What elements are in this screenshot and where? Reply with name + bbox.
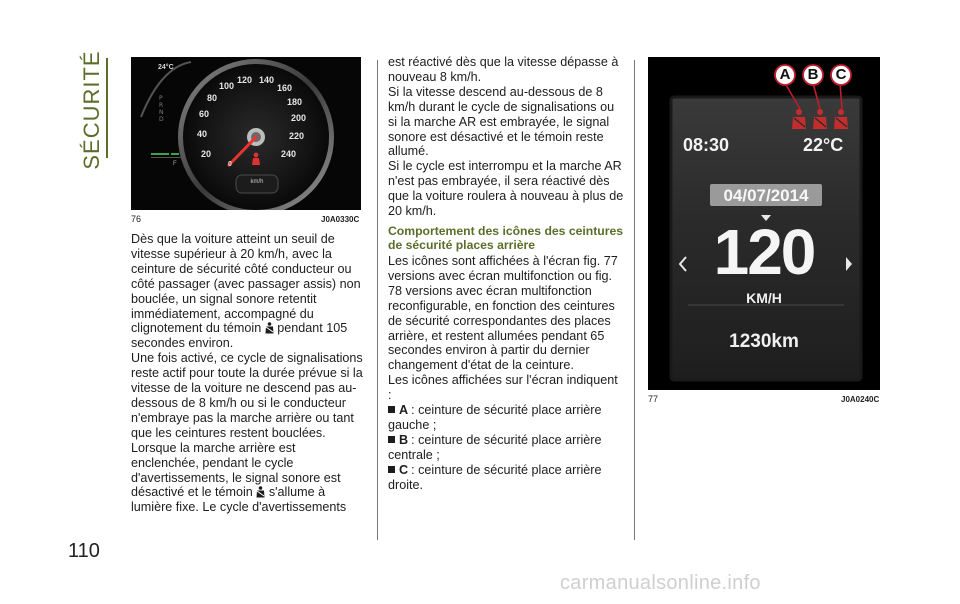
- gear-letter: N: [159, 109, 164, 116]
- speed-zero-mark: 0: [228, 161, 232, 168]
- tick-140: 140: [259, 75, 275, 85]
- section-heading: Comportement des icônes des ceintures de sécurité places arrière: [388, 223, 624, 252]
- page-number: 110: [68, 540, 100, 562]
- column-divider-2: [634, 60, 635, 540]
- list-item: B : ceinture de sécurité place arrière centrale ;: [388, 432, 602, 462]
- list-item: C : ceinture de sécurité place arrière droite.: [388, 462, 602, 492]
- figure-76-code: J0A0330C: [321, 215, 360, 224]
- square-bullet-icon: [388, 466, 395, 473]
- dashboard-temperature: 24°C: [158, 64, 174, 71]
- callout-label: A: [779, 66, 791, 83]
- gear-letter: R: [159, 102, 164, 109]
- tick-180: 180: [287, 97, 303, 107]
- left-paragraph-3: Lorsque la marche arrière est enclenchée, pendant le cycle d'avertissements, le signal sonore est désactivé et le témoin s'allume à lumière fixe. Le cycle d'avertissements: [131, 440, 347, 515]
- middle-paragraph-4: Les icônes sont affichées à l'écran fig. 77 versions avec écran multifonction ou fig. 78 versions avec écran multifonction reconfigurable, en fonction des ceintures de sécurité correspondantes des places arrière, et restent allumées pendant 65 secondes environ à partir du dernier changement d'état de la ceinture.: [388, 253, 618, 373]
- tick-160: 160: [277, 83, 293, 93]
- tick-240: 240: [281, 149, 297, 159]
- left-paragraph-2: Une fois activé, ce cycle de signalisations reste actif pour toute la durée prévue si la vitesse de la voiture ne descend pas au-dessous de 8 km/h ou si le conducteur n'embraye pas la marche arrière ou tant que les ceintures restent bouclées.: [131, 351, 363, 440]
- left-paragraph-1: Dès que la voiture atteint un seuil de vitesse supérieur à 20 km/h, avec la ceinture de sécurité côté conducteur ou côté passager (avec passager assis) non bouclée, un signal sonore retentit immédiatement, accompagné du clignotement du témoin pendant 105 secondes environ.: [131, 232, 361, 351]
- seatbelt-warning-icon: [265, 322, 274, 334]
- gear-letter: P: [159, 95, 163, 102]
- gear-letter: D: [159, 116, 164, 123]
- display-time: 08:30: [683, 135, 730, 155]
- watermark: carmanualsonline.info: [560, 572, 761, 594]
- callout-label: C: [835, 66, 847, 83]
- tick-40: 40: [197, 129, 208, 139]
- tick-60: 60: [199, 109, 210, 119]
- figure-77-display: [648, 57, 880, 390]
- list-item: A : ceinture de sécurité place arrière gauche ;: [388, 403, 602, 432]
- speed-unit-label: km/h: [250, 179, 264, 185]
- figure-77-number: 77: [648, 394, 659, 404]
- square-bullet-icon: [388, 436, 395, 443]
- callout-label: B: [807, 66, 819, 83]
- square-bullet-icon: [388, 406, 395, 413]
- figure-76-number: 76: [131, 214, 142, 224]
- seatbelt-warning-icon: [256, 486, 265, 498]
- fuel-full-mark: F: [173, 161, 177, 167]
- middle-paragraph-5: Les icônes affichées sur l'écran indiquent :: [388, 373, 618, 403]
- middle-paragraph-2: Si la vitesse descend au-dessous de 8 km/h durant le cycle de signalisations ou si la marche AR est embrayée, le signal sonore est désactivé et le témoin reste allumé.: [388, 84, 615, 159]
- figure-77-code: J0A0240C: [841, 395, 880, 404]
- tick-220: 220: [289, 131, 305, 141]
- display-speed: 120: [713, 216, 815, 288]
- display-odometer: 1230km: [729, 331, 799, 352]
- display-speed-unit: KM/H: [746, 290, 782, 306]
- display-date: 04/07/2014: [723, 186, 809, 205]
- tick-120: 120: [237, 75, 253, 85]
- tick-80: 80: [207, 93, 218, 103]
- middle-column: [388, 55, 624, 492]
- tick-20: 20: [201, 149, 212, 159]
- figure-76-dashboard: [131, 57, 361, 210]
- middle-paragraph-1: est réactivé dès que la vitesse dépasse à nouveau 8 km/h.: [388, 55, 619, 84]
- section-rule: [106, 58, 108, 158]
- left-column: [131, 232, 363, 515]
- section-title: SÉCURITÉ: [79, 50, 104, 170]
- column-divider-1: [377, 60, 378, 540]
- tick-200: 200: [291, 113, 307, 123]
- display-temperature: 22°C: [803, 135, 844, 155]
- gear-indicator: [159, 95, 164, 123]
- middle-paragraph-3: Si le cycle est interrompu et la marche AR n'est pas embrayée, il sera réactivé dès que la voiture roulera à nouveau à plus de 20 km/h.: [388, 159, 624, 219]
- tick-100: 100: [219, 81, 235, 91]
